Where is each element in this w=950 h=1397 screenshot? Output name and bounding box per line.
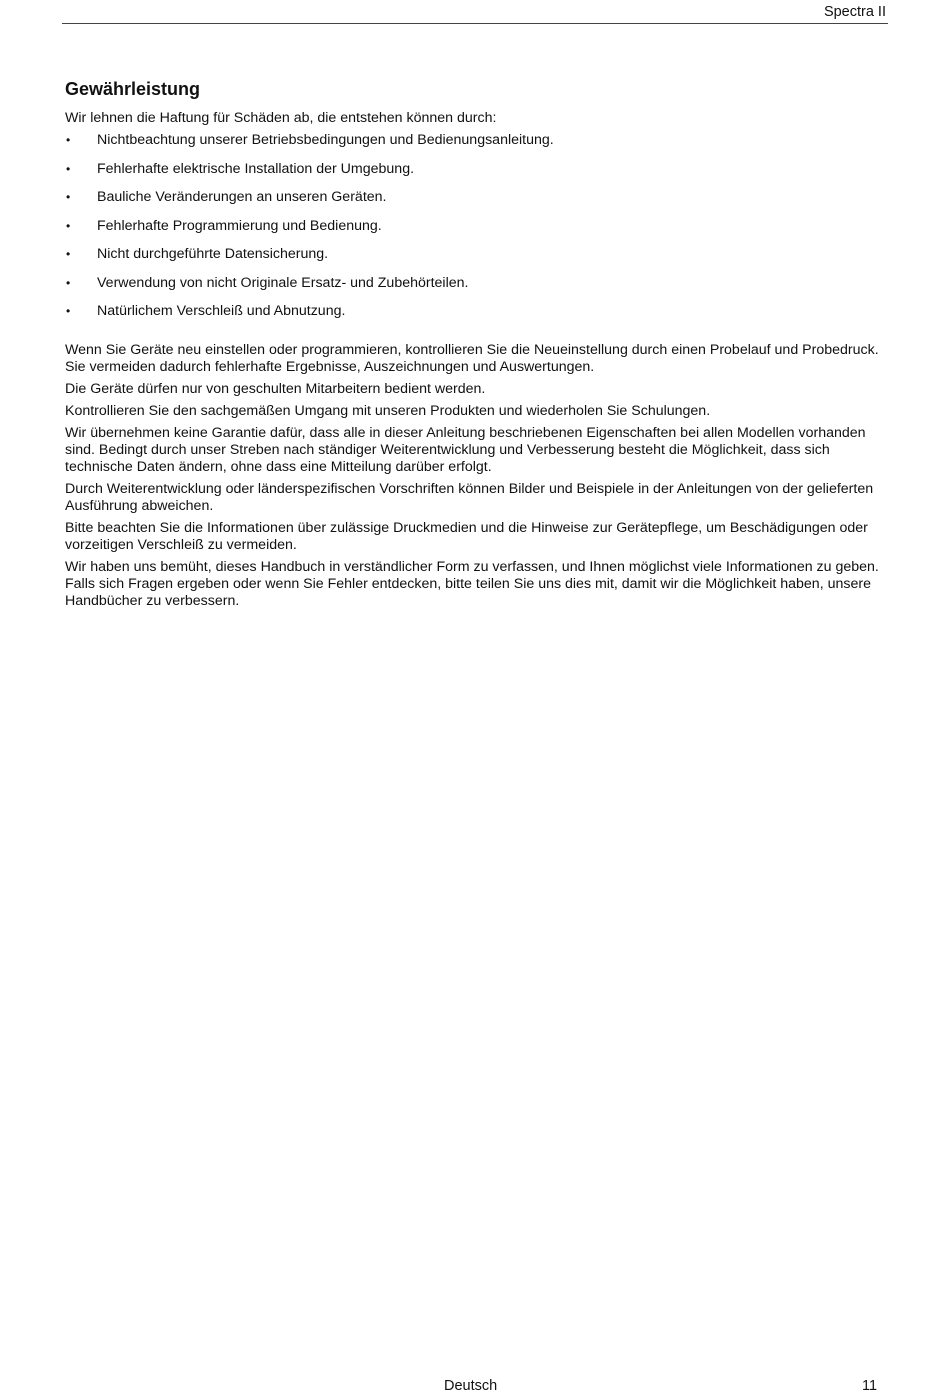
- list-item-text: Fehlerhafte Programmierung und Bedienung.: [97, 217, 382, 234]
- bullet-icon: •: [66, 304, 71, 318]
- footer-language: Deutsch: [444, 1378, 498, 1394]
- section-title: Gewährleistung: [65, 79, 201, 99]
- paragraph: Die Geräte dürfen nur von geschulten Mitarbeitern bedient werden.: [65, 381, 486, 397]
- page-number: 11: [862, 1378, 878, 1394]
- bullet-icon: •: [66, 247, 71, 261]
- list-item: [65, 218, 895, 235]
- section-intro: Wir lehnen die Haftung für Schäden ab, die entstehen können durch:: [65, 110, 497, 126]
- bullet-icon: •: [66, 161, 71, 176]
- list-item-text: Verwendung von nicht Originale Ersatz- und Zubehörteilen.: [97, 274, 469, 291]
- list-item: [65, 246, 895, 263]
- list-item-text: Fehlerhafte elektrische Installation der Umgebung.: [97, 160, 415, 177]
- list-item-text: Nicht durchgeführte Datensicherung.: [97, 246, 329, 262]
- list-item: [65, 189, 895, 206]
- list-item: [65, 275, 895, 292]
- list-item-text: Bauliche Veränderungen an unseren Geräten.: [97, 189, 387, 205]
- bullet-icon: •: [66, 133, 71, 147]
- liability-list: [65, 132, 895, 320]
- bullet-icon: •: [66, 218, 71, 233]
- document-title: Spectra II: [823, 4, 886, 20]
- paragraph: Wir haben uns bemüht, dieses Handbuch in verständlicher Form zu verfassen, und Ihnen möglichst viele Informationen zu geben. Falls sich Fragen ergeben oder wenn Sie Fehler entdecken, bitte teilen Sie uns dies mit, damit wir die Möglichkeit haben, unsere Handbücher zu verbessern.: [65, 559, 879, 609]
- list-item: [65, 303, 895, 320]
- paragraph: Wenn Sie Geräte neu einstellen oder programmieren, kontrollieren Sie die Neueinstellung durch einen Probelauf und Probedruck. Sie vermeiden dadurch fehlerhafte Ergebnisse, Auszeichnungen und Auswertungen.: [65, 342, 879, 375]
- list-item-text: Natürlichem Verschleiß und Abnutzung.: [97, 303, 346, 319]
- paragraph: Kontrollieren Sie den sachgemäßen Umgang mit unseren Produkten und wiederholen Sie Schulungen.: [65, 403, 711, 419]
- paragraph: Wir übernehmen keine Garantie dafür, dass alle in dieser Anleitung beschriebenen Eigenschaften bei allen Modellen vorhanden sind. Bedingt durch unser Streben nach ständiger Weiterentwicklung und Verbesserung besteht die Möglichkeit, dass sich technische Daten ändern, ohne dass eine Mitteilung darüber erfolgt.: [65, 425, 866, 475]
- page-header: [62, 0, 888, 24]
- paragraph: Bitte beachten Sie die Informationen über zulässige Druckmedien und die Hinweise zur Gerätepflege, um Beschädigungen oder vorzeitigen Verschleiß zu vermeiden.: [65, 520, 868, 553]
- list-item: [65, 132, 895, 149]
- body-text: [65, 342, 895, 610]
- paragraph: Durch Weiterentwicklung oder länderspezifischen Vorschriften können Bilder und Beispiele in der Anleitungen von der gelieferten Ausführung abweichen.: [65, 481, 874, 514]
- page-content: [65, 77, 895, 615]
- list-item: [65, 161, 895, 178]
- bullet-icon: •: [66, 275, 71, 290]
- list-item-text: Nichtbeachtung unserer Betriebsbedingungen und Bedienungsanleitung.: [97, 132, 554, 148]
- bullet-icon: •: [66, 190, 71, 204]
